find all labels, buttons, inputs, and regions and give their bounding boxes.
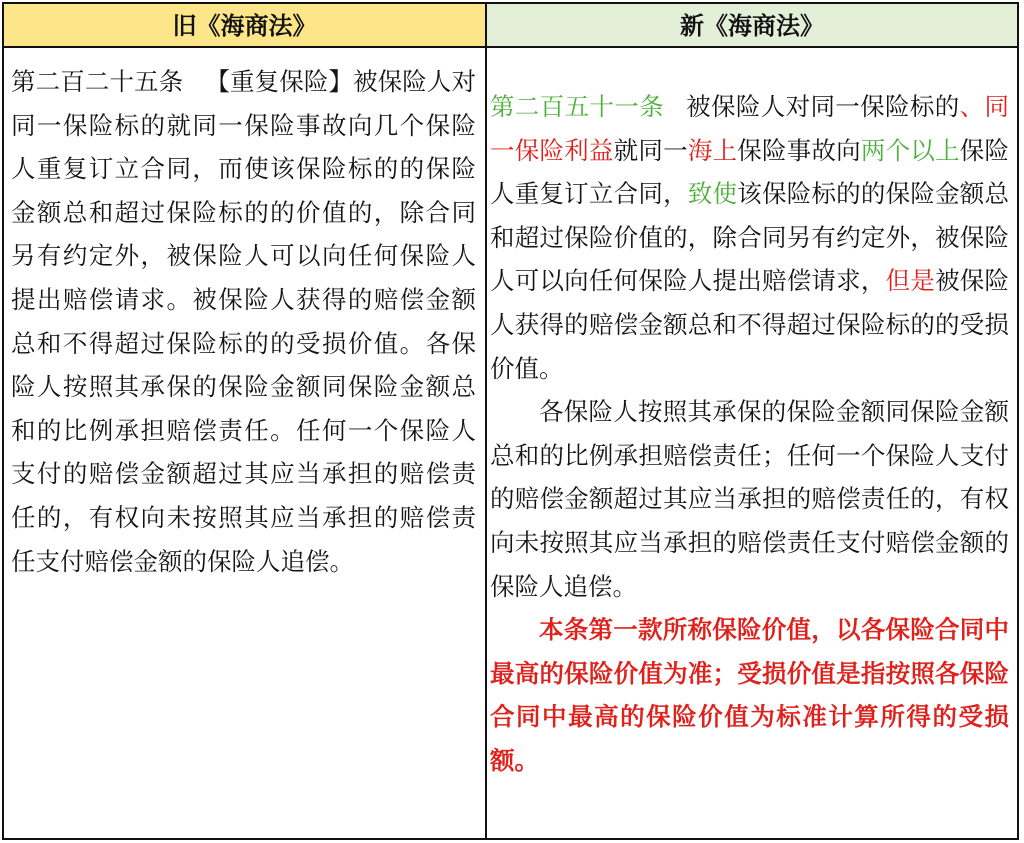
new-text-segment: 保险事故向 <box>737 135 861 165</box>
new-law-cell <box>487 50 1017 838</box>
comparison-table <box>2 2 1019 840</box>
new-text-segment: 被保险人对同一保险标的 <box>686 92 960 121</box>
changed-text-segment: 两个以上 <box>860 135 960 165</box>
new-text-segment: 就同一 <box>613 135 688 165</box>
new-article-number: 第二百五十一条 <box>490 92 665 121</box>
new-text-segment: 该保险标的的保险金额总和超过保险价值的，除合同另有约定外，被保险人可以向任何保险人提出赔偿请求， <box>490 179 1010 296</box>
added-text-segment: 但是 <box>885 266 936 296</box>
added-text-segment: 、同一保险利益 <box>490 92 1010 165</box>
old-law-cell <box>4 50 485 838</box>
new-law-header: 新《海商法》 <box>487 4 1017 46</box>
new-text-segment: 被保险人获得的赔偿金额总和不得超过保险标的的受损价值。 <box>490 266 1010 383</box>
table-header-row <box>4 4 1017 48</box>
added-text-segment: 海上 <box>687 135 738 165</box>
old-law-header: 旧《海商法》 <box>4 4 485 46</box>
old-article-text: 被保险人对同一保险标的就同一保险事故向几个保险人重复订立合同，而使该保险标的的保险金额总和超过保险标的的价值的，除合同另有约定外，被保险人可以向任何保险人提出赔偿请求。被保险人获得的赔偿金额总和不得超过保险标的的受损价值。各保险人按照其承保的保险金额同保险金额总和的比例承担赔偿责任。任何一个保险人支付的赔偿金额超过其应当承担的赔偿责任的，有权向未按照其应当承担的赔偿责任支付赔偿金额的保险人追偿。 <box>11 67 477 576</box>
old-article-number: 第二百二十五条 <box>11 67 184 96</box>
new-law-paragraph-1 <box>490 85 1009 390</box>
old-article-heading: 【重复保险】 <box>205 67 354 96</box>
new-law-paragraph-2: 各保险人按照其承保的保险金额同保险金额总和的比例承担赔偿责任；任何一个保险人支付的赔偿金额超过其应当承担的赔偿责任的，有权向未按照其应当承担的赔偿责任支付赔偿金额的保险人追偿。 <box>490 397 1009 601</box>
new-law-paragraph-3: 本条第一款所称保险价值，以各保险合同中最高的保险价值为准；受损价值是指按照各保险合同中最高的保险价值为标准计算所得的受损额。 <box>490 615 1009 775</box>
changed-text-segment: 致使 <box>687 179 738 209</box>
old-law-paragraph <box>11 60 476 583</box>
new-text-segment: 保险人重复订立合同， <box>490 135 1010 209</box>
